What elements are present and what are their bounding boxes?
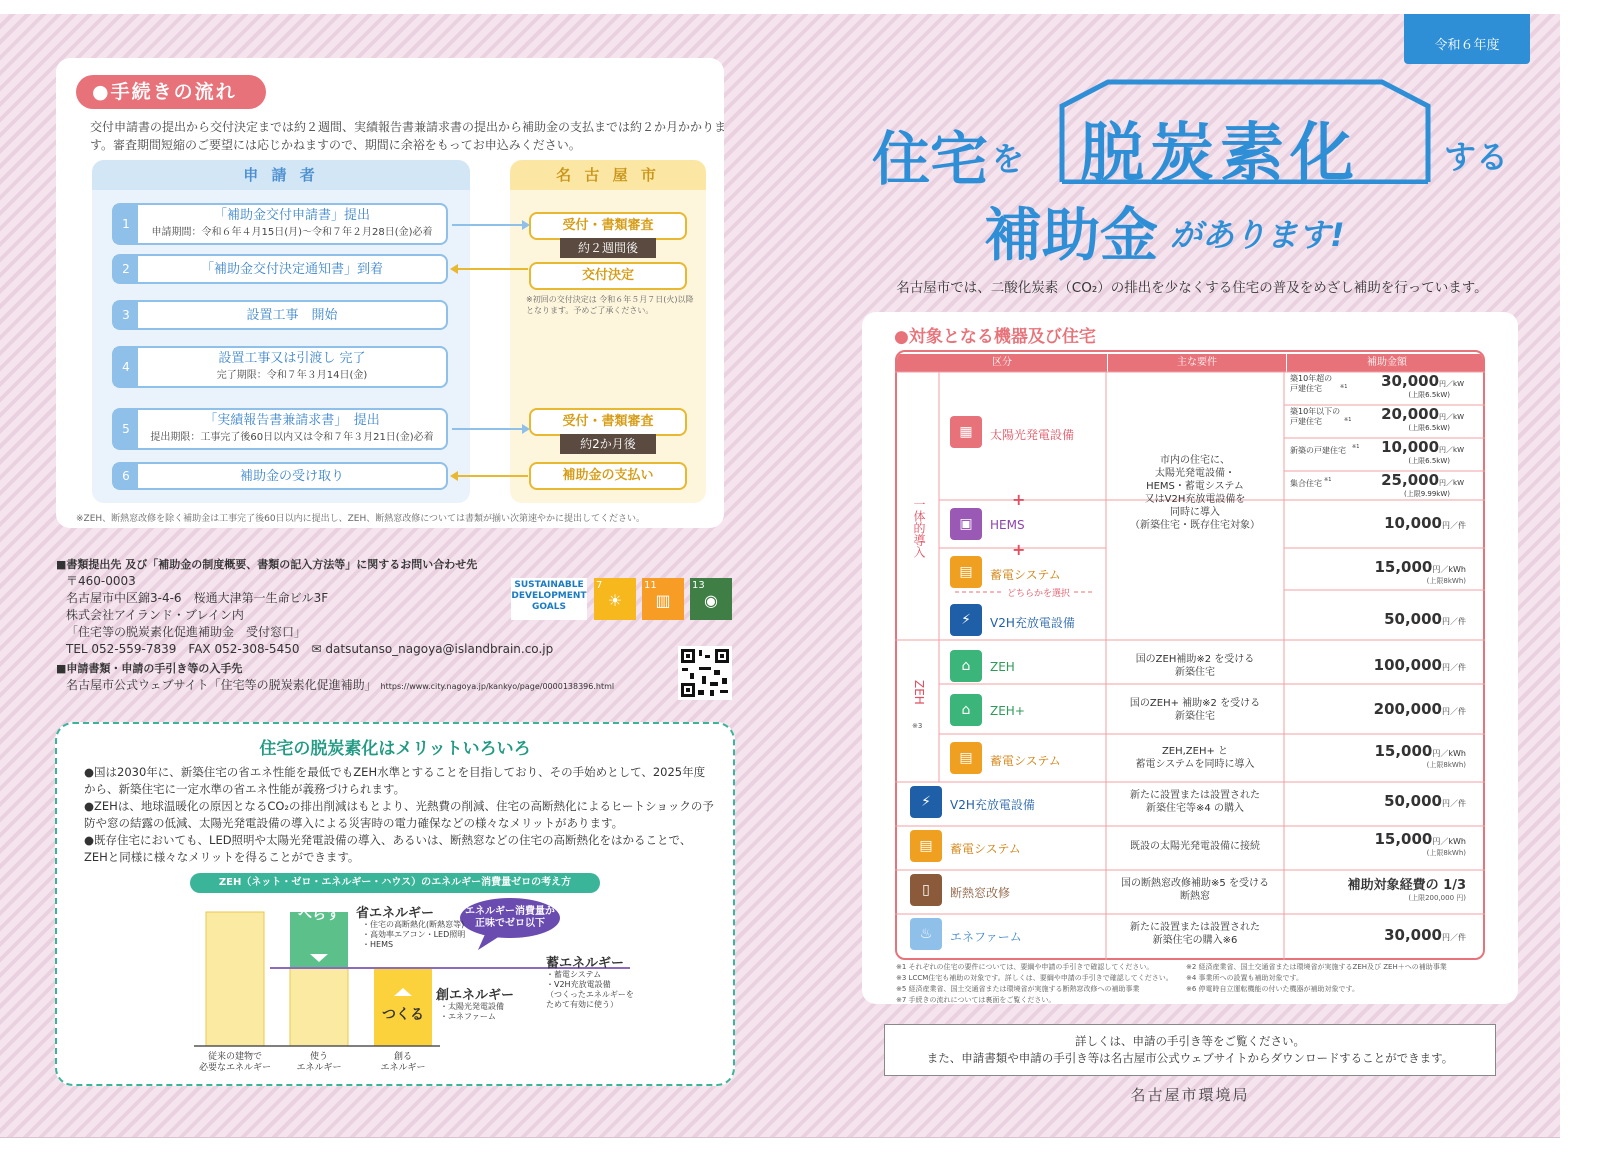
contact-heading: ■書類提出先 及び「補助金の制度概要、書類の記入方法等」に関するお問い合わせ先 — [56, 558, 478, 571]
arrow-right-1 — [452, 220, 530, 230]
label-battery-standalone: 蓄電システム — [950, 842, 1021, 856]
merit-p1: ●国は2030年に、新築住宅の省エネ性能を最低でもZEH水準とすることを目指しており、その手始めとして、2025年度から、新築住宅に一定水準の省エネ性能が義務づけられます。 — [84, 765, 706, 796]
amount-battery — [1290, 558, 1466, 586]
tier-sup: ※1 — [1324, 477, 1332, 483]
step-1 — [112, 203, 448, 245]
amount-unit: 円／件 — [1442, 707, 1466, 716]
amount-unit: 円／件 — [1442, 933, 1466, 942]
amount-cap: (上限200,000 円) — [1408, 894, 1466, 902]
hems-icon: ▣ — [950, 508, 982, 540]
amount-value: 100,000 — [1373, 656, 1442, 674]
amount-zeh-plus — [1290, 700, 1466, 718]
step-number: 4 — [114, 348, 138, 386]
step-text: 設置工事又は引渡し 完了 — [218, 351, 366, 366]
step-number: 6 — [114, 464, 138, 488]
zeh-plus-house-icon: ⌂ — [950, 694, 982, 726]
tier-amount: 10,000 — [1381, 438, 1440, 456]
step-sub: 申請期間：令和６年４月15日(月)～令和７年２月28日(金)必着 — [151, 227, 433, 238]
tier-amount: 25,000 — [1381, 471, 1440, 489]
x-label-create: 創る エネルギー — [380, 1052, 426, 1073]
sdg-number: 13 — [692, 580, 705, 591]
zeh-battery-icon: ▤ — [950, 742, 982, 774]
merit-title: 住宅の脱炭素化はメリットいろいろ — [259, 739, 531, 759]
col-category: 区分 — [897, 354, 1107, 372]
label-zeh-plus: ZEH+ — [990, 704, 1025, 718]
contact-address: 名古屋市中区錦3-4-6 桜通大津第一生命ビル3F — [66, 591, 329, 605]
city-payment: 補助金の支払い — [529, 462, 687, 490]
contact-postal: 〒460-0003 — [66, 574, 136, 588]
title-box-text: 脱炭素化 — [1080, 117, 1360, 191]
note-3: ※3 LCCM住宅も補助の対象です。詳しくは、要綱や申請の手引きで確認してください。 — [896, 974, 1173, 982]
amount-cap: (上限8kWh) — [1426, 577, 1466, 585]
amount-zeh — [1290, 656, 1466, 674]
group-zeh: ZEH — [912, 680, 926, 705]
amount-v2h — [1290, 610, 1466, 628]
note-5: ※5 経済産業省、国土交通省または環境省が実施する断熱窓改修への補助事業 — [896, 985, 1140, 993]
step-6 — [112, 462, 448, 490]
step-number: 1 — [114, 205, 138, 243]
tier-amount: 20,000 — [1381, 405, 1440, 423]
amount-battery-standalone — [1290, 830, 1466, 858]
amount-unit: 円／kWh — [1432, 565, 1466, 574]
tier-unit: 円／kW — [1439, 446, 1464, 454]
tier-unit: 円／kW — [1439, 380, 1464, 388]
step-text: 設置工事 開始 — [246, 307, 338, 323]
label-tsukuru: つくる — [382, 1007, 424, 1023]
arrow-left-6 — [450, 471, 528, 481]
bar-use — [290, 968, 348, 1046]
step-number: 5 — [114, 410, 138, 448]
group-zeh-sup: ※3 — [912, 722, 923, 730]
step-text: 「実績報告書兼請求書」 提出 — [204, 413, 380, 428]
amount-unit: 円／kWh — [1432, 749, 1466, 758]
sdg-number: 7 — [596, 580, 603, 591]
tier-amount: 30,000 — [1381, 372, 1440, 390]
procedure-heading: ●手続きの流れ — [76, 75, 266, 109]
solar-panel-icon: ▦ — [950, 416, 982, 448]
tier-sup: ※1 — [1344, 417, 1352, 423]
amount-value: 15,000 — [1374, 830, 1433, 848]
sdgs-logo — [511, 578, 587, 620]
amount-hems — [1290, 514, 1466, 532]
tier-cap: (上限6.5kW) — [1408, 391, 1450, 399]
x-label-conventional: 従来の建物で 必要なエネルギー — [198, 1052, 271, 1073]
label-battery: 蓄電システム — [990, 568, 1061, 582]
window-icon: ▯ — [910, 874, 942, 906]
city-header: 名 古 屋 市 — [510, 160, 706, 190]
bar-conventional — [206, 912, 264, 1046]
sdg-11-icon: 11 ▥ — [642, 578, 684, 620]
solar-tier-1 — [1288, 372, 1484, 405]
arrow-left-2 — [450, 264, 528, 274]
amount-value: 10,000 — [1384, 514, 1442, 532]
amount-cap: (上限8kWh) — [1426, 849, 1466, 857]
solar-tier-3 — [1288, 438, 1484, 471]
req-zeh: 国のZEH補助※2 を受ける 新築住宅 — [1135, 654, 1255, 678]
contact-email[interactable]: datsutanso_nagoya@islandbrain.co.jp — [325, 642, 554, 656]
col-amount: 補助金額 — [1287, 354, 1485, 372]
create-title: 創エネルギー — [436, 988, 515, 1003]
label-solar: 太陽光発電設備 — [990, 428, 1075, 442]
req-ene-farm: 新たに設置または設置された 新築住宅の購入※6 — [1130, 922, 1260, 946]
mail-icon: ✉ — [311, 642, 322, 656]
label-hems: HEMS — [990, 518, 1025, 532]
amount-unit: 円／件 — [1442, 799, 1466, 808]
step-number: 3 — [114, 302, 138, 328]
tier-label: 築10年以下の 戸建住宅 — [1290, 407, 1341, 426]
note-7: ※7 手続きの流れについては裏面をご覧ください。 — [896, 996, 1056, 1004]
tier-unit: 円／kW — [1439, 479, 1464, 487]
city-review-1: 受付・書類審査 — [529, 212, 687, 240]
amount-value: 15,000 — [1374, 558, 1433, 576]
amount-unit: 円／kWh — [1432, 837, 1466, 846]
battery-icon: ▤ — [950, 556, 982, 588]
tier-cap: (上限9.99kW) — [1403, 490, 1450, 498]
note-1: ※1 それぞれの住宅の要件については、要綱や申請の手引きで確認してください。 — [896, 963, 1154, 971]
store-items: ・蓄電システム ・V2H充放電設備 （つくったエネルギーを ためて有効に使う） — [546, 970, 634, 1009]
flow-arrows — [448, 200, 532, 490]
wait-2-weeks: 約２週間後 — [560, 238, 656, 258]
step-number: 2 — [114, 256, 138, 282]
city-review-2: 受付・書類審査 — [529, 408, 687, 436]
amount-unit: 円／件 — [1442, 663, 1466, 672]
tier-label: 集合住宅 — [1290, 479, 1322, 488]
step-5 — [112, 408, 448, 450]
sdg-13-icon: 13 ◉ — [690, 578, 732, 620]
table-notes — [896, 962, 1496, 1006]
tier-unit: 円／kW — [1439, 413, 1464, 421]
amount-unit: 円／件 — [1442, 617, 1466, 626]
tier-cap: (上限6.5kW) — [1408, 424, 1450, 432]
tier-label: 築10年超の 戸建住宅 — [1290, 374, 1333, 393]
bubble-text: エネルギー消費量が 正味でゼロ以下 — [465, 906, 555, 929]
lead-text: 名古屋市では、二酸化炭素（CO₂）の排出を少なくする住宅の普及をめざし補助を行っています。 — [896, 280, 1488, 296]
label-window: 断熱窓改修 — [950, 886, 1011, 900]
step-text: 補助金の受け取り — [239, 468, 344, 484]
req-zeh-plus: 国のZEH+ 補助※2 を受ける 新築住宅 — [1129, 698, 1261, 722]
v2h-icon: ⚡ — [950, 604, 982, 636]
step-text: 「補助金交付申請書」提出 — [213, 208, 370, 223]
amount-zeh-battery — [1290, 742, 1466, 770]
site-url[interactable]: https://www.city.nagoya.jp/kankyo/page/0000138396.html — [380, 682, 615, 691]
req-integrated: 市内の住宅に、 太陽光発電設備・ HEMS・蓄電システム 又はV2H充放電設備を 同時に導入 （新築住宅・既存住宅対象） — [1130, 455, 1260, 531]
zeh-house-icon: ⌂ — [950, 650, 982, 682]
amount-unit: 円／件 — [1442, 521, 1466, 530]
site-name: 名古屋市公式ウェブサイト「住宅等の脱炭素化促進補助」 — [66, 678, 377, 692]
tier-sup: ※1 — [1352, 444, 1360, 450]
label-zeh: ZEH — [990, 660, 1015, 674]
label-v2h-standalone: V2H充放電設備 — [950, 798, 1035, 812]
either-label: どちらかを選択 — [1004, 586, 1073, 599]
amount-value: 50,000 — [1384, 792, 1442, 810]
diagram-title: ZEH（ネット・ゼロ・エネルギー・ハウス）のエネルギー消費量ゼロの考え方 — [190, 873, 600, 893]
step-3 — [112, 300, 448, 330]
merit-p3: ●既存住宅においても、LED照明や太陽光発電設備の導入、あるいは、断熱窓などの住宅の高断熱化をはかることで、ZEHと同様に様々なメリットを得ることができます。 — [84, 833, 692, 864]
step-sub: 提出期限：工事完了後60日以内又は令和７年３月21日(金)必着 — [150, 432, 434, 443]
merit-p2: ●ZEHは、地球温暖化の原因となるCO₂の排出削減はもとより、光熱費の削減、住宅の高断熱化によるヒートショックの予防や窓の結露の低減、太陽光発電設備の導入による災害時の電力確保などの様々なメリットがあります。 — [84, 799, 714, 830]
sdg-7-icon: 7 ☀ — [594, 578, 636, 620]
qr-code[interactable] — [678, 646, 732, 700]
more-info-text: 詳しくは、申請の手引き等をご覧ください。 また、申請書類や申請の手引き等は名古屋市公式ウェブサイトからダウンロードすることができます。 — [926, 1034, 1454, 1065]
group-integrated: 一体的導入 — [912, 498, 926, 558]
title-line1b: を — [992, 140, 1025, 178]
contact-block — [56, 556, 614, 695]
plus-2: + — [1012, 540, 1026, 559]
amount-v2h-standalone — [1290, 792, 1466, 810]
col-requirement: 主な要件 — [1108, 354, 1286, 372]
step-sub: 完了期限：令和７年３月14日(金) — [216, 370, 368, 381]
docs-heading: ■申請書類・申請の手引き等の入手先 — [56, 662, 243, 675]
store-title: 蓄エネルギー — [546, 956, 625, 971]
title-line1c: する — [1444, 138, 1509, 176]
save-title: 省エネルギー — [356, 906, 435, 921]
merit-text — [84, 764, 714, 866]
title-line2a: 補助金 — [984, 201, 1159, 269]
title-line1a: 住宅 — [872, 125, 989, 193]
label-zeh-battery: 蓄電システム — [990, 754, 1061, 768]
label-herasu: へらす — [298, 907, 340, 923]
city-decision: 交付決定 — [529, 262, 687, 290]
amount-value: 30,000 — [1384, 926, 1442, 944]
table-heading: ●対象となる機器及び住宅 — [894, 327, 1096, 347]
sdg-number: 11 — [644, 580, 657, 591]
save-items: ・住宅の高断熱化(断熱窓等) ・高効率エアコン・LED照明 ・HEMS — [362, 920, 466, 949]
sdgs-text: SUSTAINABLE DEVELOPMENT GOALS — [511, 580, 587, 612]
label-v2h: V2H充放電設備 — [990, 616, 1075, 630]
footer-publisher: 名古屋市環境局 — [1130, 1086, 1250, 1104]
req-battery-standalone: 既設の太陽光発電設備に接続 — [1130, 841, 1260, 852]
amount-value: 15,000 — [1374, 742, 1433, 760]
req-window: 国の断熱窓改修補助※5 を受ける 断熱窓 — [1121, 878, 1269, 902]
plus-1: + — [1012, 490, 1026, 509]
tier-sup: ※1 — [1340, 384, 1348, 390]
step-text: 「補助金交付決定通知書」到着 — [200, 261, 383, 277]
procedure-intro: 交付申請書の提出から交付決定までは約２週間、実績報告書兼請求書の提出から補助金の支払までは約２か月かかります。審査期間短縮のご要望には応じかねますので、期間に余裕をもってお申込みください。 — [90, 120, 727, 152]
v2h-standalone-icon: ⚡ — [910, 786, 942, 818]
amount-cap: (上限8kWh) — [1426, 761, 1466, 769]
title-line2b: があります! — [1170, 216, 1345, 254]
procedure-footnote: ※ZEH、断熱窓改修を除く補助金は工事完了後60日以内に提出し、ZEH、断熱窓改修については書類が揃い次第速やかに提出してください。 — [76, 514, 646, 524]
amount-window — [1290, 874, 1466, 903]
amount-ene-farm — [1290, 926, 1466, 944]
solar-tier-2 — [1288, 405, 1484, 438]
wait-2-months: 約2か月後 — [560, 434, 656, 454]
ene-farm-icon: ♨ — [910, 918, 942, 950]
note-4: ※4 事業所への設置も補助対象です。 — [1186, 974, 1303, 982]
step-4 — [112, 346, 448, 388]
year-badge: 令和６年度 — [1404, 14, 1530, 64]
contact-office: 「住宅等の脱炭素化促進補助金 受付窓口」 — [66, 625, 307, 639]
solar-tier-4 — [1288, 471, 1484, 500]
tier-label: 新築の戸建住宅 — [1290, 446, 1346, 455]
contact-company: 株式会社アイランド・ブレイン内 — [66, 608, 244, 622]
tier-cap: (上限6.5kW) — [1408, 457, 1450, 465]
more-info-box — [884, 1024, 1496, 1076]
amount-value: 補助対象経費の 1/3 — [1347, 878, 1466, 893]
contact-tel: TEL 052-559-7839 FAX 052-308-5450 — [66, 642, 300, 656]
amount-value: 200,000 — [1373, 700, 1442, 718]
step-2 — [112, 254, 448, 284]
note-6: ※6 停電時自立運転機能の付いた機器が補助対象です。 — [1186, 985, 1359, 993]
arrow-right-5 — [452, 424, 530, 434]
applicant-header: 申 請 者 — [92, 160, 470, 190]
label-ene-farm: エネファーム — [950, 930, 1022, 944]
note-2: ※2 経済産業省、国土交通省または環境省が実施するZEH及び ZEH＋への補助事業 — [1186, 963, 1447, 971]
req-v2h-standalone: 新たに設置または設置された 新築住宅等※4 の購入 — [1130, 790, 1260, 814]
req-zeh-battery: ZEH,ZEH+ と 蓄電システムを同時に導入 — [1135, 746, 1255, 770]
create-items: ・太陽光発電設備 ・エネファーム — [440, 1002, 504, 1021]
amount-value: 50,000 — [1384, 610, 1442, 628]
x-label-use: 使う エネルギー — [296, 1052, 342, 1073]
battery-standalone-icon: ▤ — [910, 830, 942, 862]
decision-note: ※初回の交付決定は 令和６年５月７日(火)以降となります。予めご了承ください。 — [526, 295, 694, 315]
